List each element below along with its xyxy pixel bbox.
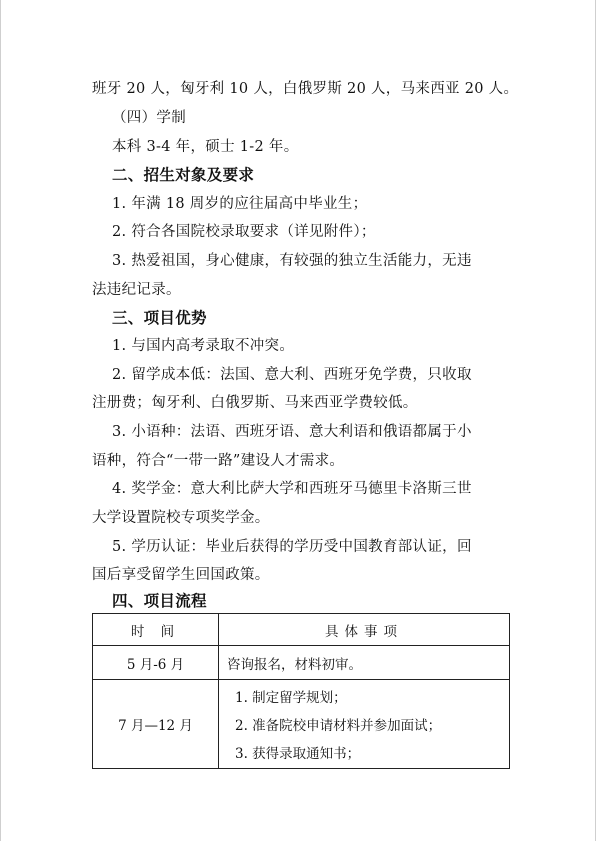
table-row bbox=[93, 646, 510, 680]
advantage-2-cont: 注册费；匈牙利、白俄罗斯、马来西亚学费较低。 bbox=[92, 395, 418, 411]
advantage-2: 2. 留学成本低：法国、意大利、西班牙免学费，只收取 bbox=[112, 367, 472, 383]
subheading-duration: （四）学制 bbox=[112, 110, 186, 126]
table-header-time: 时 间 bbox=[93, 614, 219, 646]
process-step-1: 1. 制定留学规划； bbox=[235, 690, 347, 706]
section-heading-admission: 二、招生对象及要求 bbox=[112, 166, 255, 184]
table-cell-time: 7 月—12 月 bbox=[93, 680, 219, 769]
body-line-quota-end: 班牙 20 人，匈牙利 10 人，白俄罗斯 20 人，马来西亚 20 人。 bbox=[92, 81, 519, 97]
advantage-3-cont: 语种，符合“一带一路”建设人才需求。 bbox=[92, 453, 345, 469]
table-header-row bbox=[93, 614, 510, 646]
table-cell-time: 5 月-6 月 bbox=[93, 646, 219, 680]
requirement-3-cont: 法违纪记录。 bbox=[92, 282, 181, 298]
advantage-1: 1. 与国内高考录取不冲突。 bbox=[112, 338, 295, 354]
advantage-4: 4. 奖学金：意大利比萨大学和西班牙马德里卡洛斯三世 bbox=[112, 481, 472, 497]
section-heading-process: 四、项目流程 bbox=[112, 592, 207, 610]
section-heading-advantages: 三、项目优势 bbox=[112, 309, 207, 327]
process-step-2: 2. 准备院校申请材料并参加面试； bbox=[235, 718, 442, 734]
table-header-items: 具体事项 bbox=[219, 614, 510, 646]
advantage-5: 5. 学历认证：毕业后获得的学历受中国教育部认证，回 bbox=[112, 539, 472, 555]
table-cell-items bbox=[219, 680, 510, 769]
process-table bbox=[92, 613, 510, 769]
requirement-3: 3. 热爱祖国，身心健康，有较强的独立生活能力，无违 bbox=[112, 253, 472, 269]
advantage-4-cont: 大学设置院校专项奖学金。 bbox=[92, 510, 270, 526]
advantage-5-cont: 国后享受留学生回国政策。 bbox=[92, 567, 270, 583]
table-row bbox=[93, 680, 510, 769]
process-step-3: 3. 获得录取通知书； bbox=[235, 746, 361, 762]
table-cell-item: 咨询报名，材料初审。 bbox=[219, 646, 510, 680]
requirement-2: 2. 符合各国院校录取要求（详见附件）； bbox=[112, 224, 376, 240]
requirement-1: 1. 年满 18 周岁的应往届高中毕业生； bbox=[112, 196, 368, 212]
advantage-3: 3. 小语种：法语、西班牙语、意大利语和俄语都属于小 bbox=[112, 424, 472, 440]
body-line-duration: 本科 3-4 年，硕士 1-2 年。 bbox=[112, 139, 299, 155]
page-border-left bbox=[0, 0, 1, 841]
